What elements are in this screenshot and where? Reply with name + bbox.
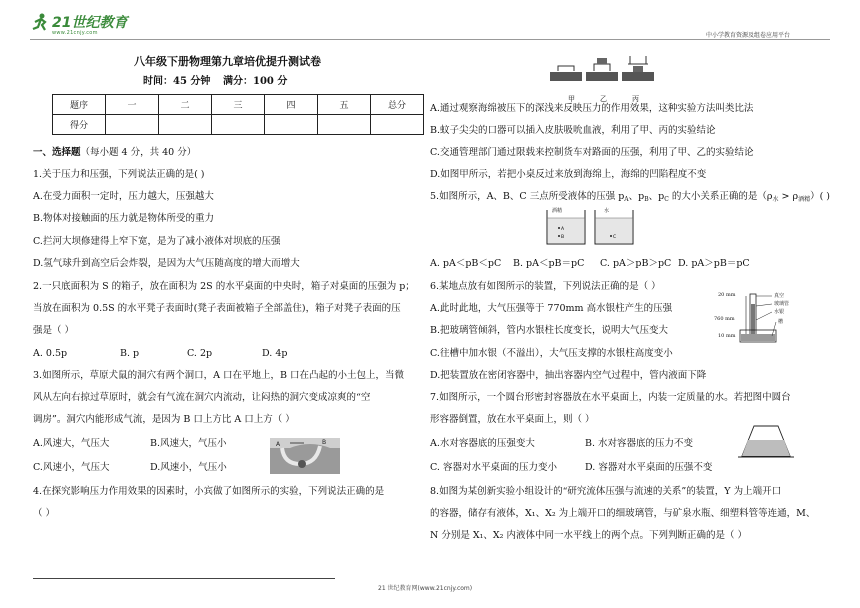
q3-option-d: D.风速小，气压小 [150, 462, 227, 473]
q6-option-b: B.把玻璃管倾斜，管内水银柱长度变长，说明大气压变大 [430, 325, 669, 336]
q3-stem-line3: 调房”。洞穴内能形成气流，是因为 B 口上方比 A 口上方（ ） [33, 414, 295, 425]
q7-option-a: A.水对容器底的压强变大 [430, 438, 535, 449]
score-cell: 二 [159, 95, 212, 115]
q6-option-d: D.把装置放在密闭容器中，抽出容器内空气过程中，管内液面下降 [430, 370, 707, 381]
q4-figure [548, 52, 658, 92]
q5-sub: C [664, 196, 669, 203]
svg-text:C: C [613, 235, 617, 240]
score-cell: 一 [106, 95, 159, 115]
score-table [52, 94, 424, 135]
svg-text:B: B [561, 235, 565, 240]
q5-gt: > ρ [778, 191, 799, 202]
q4-label-bing: 丙 [632, 95, 639, 103]
q6-label-20mm: 20 mm [718, 292, 736, 298]
score-table-score-row [53, 115, 424, 135]
q3-option-c: C.风速小，气压大 [33, 462, 110, 473]
q4-option-b: B.蚊子尖尖的口器可以插入皮肤吸吮血液，利用了甲、丙的实验结论 [430, 125, 716, 136]
svg-text:A: A [561, 227, 565, 232]
q6-option-c: C.往槽中加水银（不溢出），大气压支撑的水银柱高度变小 [430, 348, 673, 359]
q6-label-trough: 槽 [778, 319, 784, 325]
q1-option-c: C.拦河大坝修建得上窄下宽，是为了减小液体对坝底的压强 [33, 236, 281, 247]
q8-stem-line2: 的容器，储存有液体，X₁、X₂ 为上端开口的细玻璃管，与矿泉水瓶、细塑料管等连通，M、 [430, 508, 816, 519]
q8-stem-line3: N 分别是 X₁、X₂ 内液体中同一水平线上的两个点。下列判断正确的是（ ） [430, 530, 748, 541]
exam-time: 时间：45 分钟 [143, 76, 211, 87]
q6-label-mercury: 水银 [774, 309, 785, 315]
q7-option-b: B. 水对容器底的压力不变 [585, 438, 694, 449]
section-title: 一、选择题 [33, 147, 81, 158]
q6-label-760mm: 760 mm [714, 316, 735, 322]
svg-text:B: B [322, 439, 327, 446]
q7-stem-line1: 7.如图所示，一个圆台形密封容器放在水平桌面上，内装一定质量的水。若把图中圆台 [430, 392, 791, 403]
q5-sub: A [624, 196, 629, 203]
q4-stem-line1: 4.在探究影响压力作用效果的因素时，小宾做了如图所示的实验，下列说法正确的是 [33, 486, 385, 497]
score-cell: 总分 [371, 95, 424, 115]
score-cell: 三 [212, 95, 265, 115]
q1-option-a: A.在受力面积一定时，压力越大，压强越大 [33, 191, 214, 202]
score-cell: 五 [318, 95, 371, 115]
q3-stem-line2: 风从左向右掠过草原时，就会有气流在洞穴内流动，让闷热的洞穴变成凉爽的“空 [33, 392, 371, 403]
q5-stem-text: 5.如图所示，A、B、C 三点所受液体的压强 p [430, 191, 625, 202]
section-heading [33, 147, 196, 159]
q6-label-glass-tube: 玻璃管 [774, 301, 790, 307]
q4-label-jia: 甲 [568, 95, 575, 103]
q4-label-yi: 乙 [600, 95, 607, 103]
q3-option-b: B.风速大，气压小 [150, 438, 227, 449]
q3-stem-line1: 3.如图所示，草原犬鼠的洞穴有两个洞口，A 口在平地上，B 口在凸起的小土包上，当微 [33, 370, 404, 381]
footer-text: 21 世纪教育网(www.21cnjy.com) [378, 585, 473, 592]
score-cell: 得分 [53, 115, 106, 135]
score-table-header-row [53, 95, 424, 115]
q2-stem-line3: 强是（ ） [33, 325, 75, 336]
q5-option-c: C. pA＞pB＞pC [600, 258, 672, 269]
score-input-cell[interactable] [159, 115, 212, 135]
score-input-cell[interactable] [106, 115, 159, 135]
q2-option-d: D. 4p [262, 348, 288, 359]
logo-url: www.21cnjy.com [52, 30, 98, 36]
footer-left-rule [33, 578, 335, 579]
q8-stem-line1: 8.如图为某创新实验小组设计的“研究流体压强与流速的关系”的装置，Y 为上端开口 [430, 486, 782, 497]
q5-sub: 水 [772, 196, 779, 203]
q5-tail: 的大小关系正确的是（ρ [668, 191, 773, 202]
header-rule [30, 39, 830, 40]
q5-sub: 酒精 [798, 196, 811, 203]
q4-option-d: D.如图甲所示，若把小桌反过来放到海绵上，海绵的凹陷程度不变 [430, 169, 707, 180]
q5-sub: B [644, 196, 649, 203]
q5-end: ）( ) [810, 191, 831, 202]
q4-stem-line2: （ ） [33, 508, 56, 519]
score-input-cell[interactable] [318, 115, 371, 135]
q6-label-10mm: 10 mm [718, 333, 736, 339]
exam-full-score: 满分：100 分 [223, 76, 288, 87]
logo-text: 21世纪教育 [52, 15, 128, 31]
score-input-cell[interactable] [265, 115, 318, 135]
q5-label-water: 水 [604, 208, 610, 214]
q1-stem: 1.关于压力和压强，下列说法正确的是( ) [33, 169, 205, 180]
burrow-figure [270, 438, 340, 474]
q4-option-c: C.交通管理部门通过限载来控制货车对路面的压强，利用了甲、乙的实验结论 [430, 147, 754, 158]
exam-title: 八年级下册物理第九章培优提升测试卷 [134, 55, 321, 68]
q2-option-a: A. 0.5p [33, 348, 68, 359]
runner-logo-icon [30, 12, 50, 32]
logo [30, 10, 140, 38]
q7-stem-line2: 形容器倒置，放在水平桌面上，则（ ） [430, 414, 595, 425]
q7-option-d: D. 容器对水平桌面的压强不变 [585, 462, 713, 473]
q3-option-a: A.风速大，气压大 [33, 438, 110, 449]
score-input-cell[interactable] [371, 115, 424, 135]
q6-option-a: A.此时此地，大气压强等于 770mm 高水银柱产生的压强 [430, 303, 673, 314]
q2-option-b: B. p [120, 348, 140, 359]
score-input-cell[interactable] [212, 115, 265, 135]
score-cell: 四 [265, 95, 318, 115]
q5-sep: 、p [648, 191, 665, 202]
score-cell: 题序 [53, 95, 106, 115]
q5-option-d: D. pA＞pB＝pC [678, 258, 750, 269]
q2-stem-line1: 2.一只底面积为 S 的箱子，放在面积为 2S 的水平桌面的中央时，箱子对桌面的压强为 p； [33, 281, 415, 292]
q6-stem: 6.某地点放有如图所示的装置，下列说法正确的是（ ） [430, 281, 661, 292]
q5-option-a: A. pA＜pB＜pC [430, 258, 502, 269]
q7-container-figure [738, 422, 794, 462]
q5-sep: 、p [628, 191, 645, 202]
q2-option-c: C. 2p [187, 348, 213, 359]
q1-option-b: B.物体对接触面的压力就是物体所受的重力 [33, 213, 215, 224]
q5-option-b: B. pA＜pB＝pC [513, 258, 585, 269]
header-platform-text: 中小学教育资源及组卷应用平台 [706, 32, 791, 39]
q1-option-d: D.氢气球升到高空后会炸裂，是因为大气压随高度的增大而增大 [33, 258, 300, 269]
q5-label-alcohol: 酒精 [552, 208, 563, 214]
q4-option-a: A.通过观察海绵被压下的深浅来反映压力的作用效果，这种实验方法叫类比法 [430, 103, 754, 114]
svg-text:A: A [276, 441, 281, 448]
section-note: （每小题 4 分，共 40 分） [80, 147, 197, 158]
q2-stem-line2: 当放在面积为 0.5S 的水平凳子表面时(凳子表面被箱子全部盖住)，箱子对凳子表面的压 [33, 303, 401, 314]
q7-option-c: C. 容器对水平桌面的压力变小 [430, 462, 557, 473]
q6-label-vacuum: 真空 [774, 293, 785, 299]
q5-stem [430, 191, 830, 206]
